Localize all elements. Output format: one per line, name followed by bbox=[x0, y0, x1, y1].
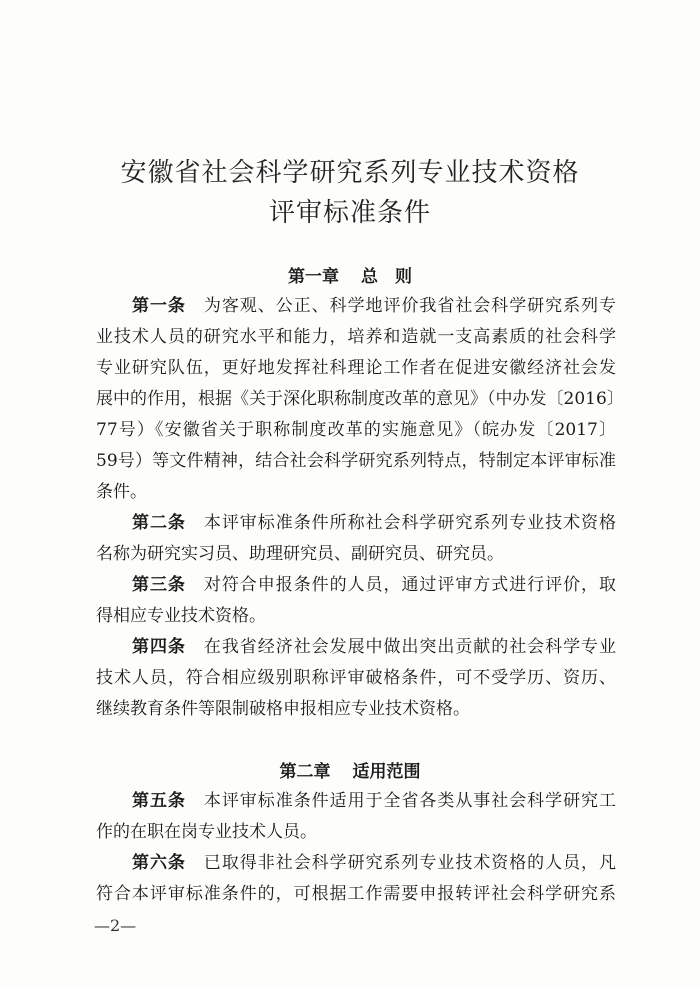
article-text: 为客观、公正、科学地评价我省社会科学研究系列专 bbox=[203, 296, 617, 316]
article-text: 对符合申报条件的人员，通过评审方式进行评价，取 bbox=[203, 575, 617, 595]
article-1-line-7: 条件。 bbox=[96, 482, 147, 502]
article-2-line-2: 名称为研究实习员、助理研究员、副研究员、研究员。 bbox=[96, 544, 504, 564]
article-4-line-2: 技术人员，符合相应级别职称评审破格条件，可不受学历、资历、 bbox=[96, 668, 616, 688]
chapter-name: 适用范围 bbox=[352, 762, 421, 782]
page-number: —2— bbox=[94, 916, 137, 935]
article-text: 本评审标准条件所称社会科学研究系列专业技术资格 bbox=[203, 513, 617, 533]
article-1-line-2: 业技术人员的研究水平和能力，培养和造就一支高素质的社会科学 bbox=[96, 327, 616, 347]
article-1-line-6: 59号）等文件精神，结合社会科学研究系列特点，特制定本评审标准 bbox=[96, 451, 616, 471]
chapter-number: 第一章 bbox=[288, 267, 339, 287]
article-1-line-4: 展中的作用，根据《关于深化职称制度改革的意见》（中办发〔2016〕 bbox=[96, 389, 624, 409]
article-2-line-1 bbox=[132, 513, 616, 533]
article-5-line-2: 作的在职在岗专业技术人员。 bbox=[96, 822, 317, 842]
document-title-line-2: 评审标准条件 bbox=[268, 198, 431, 228]
article-label: 第三条 bbox=[132, 575, 186, 595]
article-5-line-1 bbox=[132, 791, 616, 811]
chapter-name: 总 则 bbox=[361, 267, 412, 287]
article-3-line-2: 得相应专业技术资格。 bbox=[96, 606, 266, 626]
article-label: 第五条 bbox=[132, 791, 186, 811]
document-title-line-1: 安徽省社会科学研究系列专业技术资格 bbox=[120, 158, 580, 188]
article-text: 本评审标准条件适用于全省各类从事社会科学研究工 bbox=[203, 791, 617, 811]
article-3-line-1 bbox=[132, 575, 616, 595]
article-1-line-1 bbox=[132, 296, 616, 316]
article-text: 在我省经济社会发展中做出突出贡献的社会科学专业 bbox=[203, 637, 617, 657]
article-1-line-3: 专业研究队伍，更好地发挥社科理论工作者在促进安徽经济社会发 bbox=[96, 358, 616, 378]
chapter-number: 第二章 bbox=[279, 762, 331, 782]
chapter-1-heading bbox=[0, 262, 700, 287]
article-label: 第一条 bbox=[132, 296, 186, 316]
article-4-line-3: 继续教育条件等限制破格申报相应专业技术资格。 bbox=[96, 699, 470, 719]
article-label: 第二条 bbox=[132, 513, 186, 533]
article-text: 已取得非社会科学研究系列专业技术资格的人员，凡 bbox=[203, 853, 617, 873]
article-label: 第四条 bbox=[132, 637, 186, 657]
article-6-line-2: 符合本评审标准条件的，可根据工作需要申报转评社会科学研究系 bbox=[96, 884, 616, 904]
article-1-line-5: 77号）《安徽省关于职称制度改革的实施意见》（皖办发〔2017〕 bbox=[96, 420, 616, 440]
article-4-line-1 bbox=[132, 637, 616, 657]
article-label: 第六条 bbox=[132, 853, 186, 873]
chapter-2-heading bbox=[0, 757, 700, 782]
article-6-line-1 bbox=[132, 853, 616, 873]
